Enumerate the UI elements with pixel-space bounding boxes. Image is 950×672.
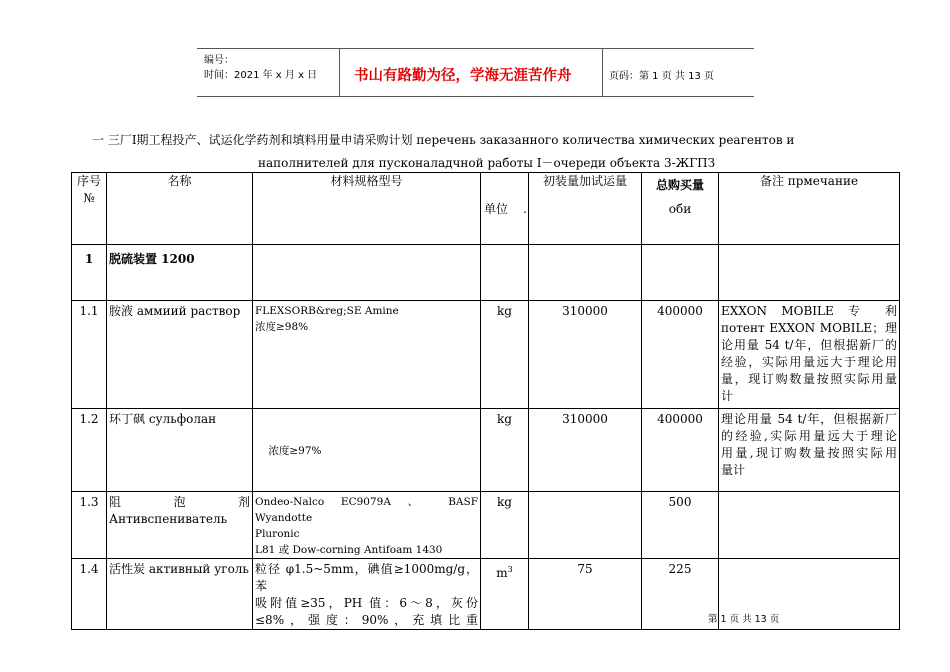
row-spec <box>253 301 481 409</box>
spec-line: 吸附值≥35，PH 值：6～8，灰份 <box>255 596 478 610</box>
row-unit <box>481 492 529 559</box>
header-divider-left <box>339 48 340 96</box>
row-unit-text: kg <box>497 304 512 318</box>
remark-line: EXXON MOBILE 专 利 <box>721 304 897 318</box>
header-bottom-rule <box>197 96 754 97</box>
header-seq-cn: 序号 <box>76 174 101 188</box>
header-top-rule <box>197 48 754 49</box>
row-name-line: Антивспениватель <box>109 512 228 526</box>
remark-line: потент EXXON MOBILE；理 <box>721 321 897 335</box>
row-seq <box>72 409 107 492</box>
row-initial-qty <box>529 492 642 559</box>
page-indicator: 页码：第 1 页 共 13 页 <box>609 71 714 82</box>
row-unit-text: m <box>496 566 508 580</box>
row-total-qty <box>642 301 719 409</box>
row-unit-superscript: 3 <box>507 565 513 574</box>
remark-line: 经验，实际用量远大于理论用 <box>721 355 897 369</box>
row-total-qty-text: 500 <box>668 495 692 509</box>
row-seq-text: 1.2 <box>79 412 99 426</box>
section-empty-cell <box>642 245 719 301</box>
section-empty-cell <box>481 245 529 301</box>
spec-line: Pluronic <box>255 528 300 540</box>
table-row <box>72 409 900 492</box>
spec-line: L81 或 Dow-corning Antifoam 1430 <box>255 544 443 556</box>
table-row <box>72 301 900 409</box>
table-row <box>72 492 900 559</box>
row-initial-qty <box>529 409 642 492</box>
header-initial-qty: 初装量加试运量 <box>529 173 642 245</box>
remark-line: 论用量 54 t/年，但根据新厂的 <box>721 338 897 352</box>
row-initial-qty-text <box>529 492 641 494</box>
row-name-text: 环丁砜 сульфолан <box>109 412 217 426</box>
section-row <box>72 245 900 301</box>
remark-line: 计 <box>721 389 734 403</box>
remark-line: 用量,现订购数量按照实际用 <box>721 446 897 460</box>
row-spec <box>253 492 481 559</box>
row-unit <box>481 409 529 492</box>
header-total-qty-ru: оби <box>668 202 692 216</box>
row-total-qty <box>642 559 719 630</box>
document-title-line-2: наполнителей для пусконаладчной работы Ⅰ－очереди объекта 3-ЖГПЗ <box>258 156 716 170</box>
header-name: 名称 <box>107 173 253 245</box>
row-name <box>107 409 253 492</box>
spec-line: 粒径 φ1.5~5mm，碘值≥1000mg/g，苯 <box>255 562 478 593</box>
row-seq-text: 1.4 <box>79 562 99 576</box>
document-date: 时间：2021 年 x 月 x 日 <box>204 70 318 81</box>
row-seq-text: 1.3 <box>79 495 99 509</box>
row-total-qty-text: 400000 <box>657 304 703 318</box>
header-seq <box>72 173 107 245</box>
row-remark <box>719 409 900 492</box>
row-spec <box>253 559 481 630</box>
header-remark: 备注 прмечание <box>719 173 900 245</box>
row-name-text: 活性炭 активный уголь <box>109 562 249 576</box>
page-footer: 第 1 页 共 13 页 <box>708 614 780 625</box>
row-name-text: 胺液 аммиий раствор <box>109 304 241 318</box>
section-seq <box>72 245 107 301</box>
remark-line: 理论用量 54 t/年，但根据新厂 <box>721 412 897 426</box>
section-empty-cell <box>719 245 900 301</box>
row-unit-text: kg <box>497 495 512 509</box>
row-seq <box>72 492 107 559</box>
row-seq-text: 1.1 <box>79 304 99 318</box>
spec-line: FLEXSORB&reg;SE Amine <box>255 305 399 317</box>
row-spec <box>253 409 481 492</box>
header-total-qty-cn: 总购买量 <box>655 178 704 192</box>
remark-line: 量计 <box>721 463 746 477</box>
spec-line: ≤8%，强度：90%，充填比重 <box>255 613 478 627</box>
row-seq <box>72 301 107 409</box>
row-remark <box>719 301 900 409</box>
row-initial-qty-text: 310000 <box>562 304 608 318</box>
row-unit-text: kg <box>497 412 512 426</box>
document-title-line-1: 一 三厂Ⅰ期工程投产、试运化学药剂和填料用量申请采购计划 перечень заказанного количества химических реагентов и <box>92 133 795 147</box>
remark-line: 的经验,实际用量远大于理论 <box>721 429 897 443</box>
row-unit <box>481 559 529 630</box>
header-spec: 材料规格型号 <box>253 173 481 245</box>
row-initial-qty <box>529 559 642 630</box>
row-total-qty-text: 400000 <box>657 412 703 426</box>
row-initial-qty-text: 75 <box>577 562 593 576</box>
row-total-qty <box>642 492 719 559</box>
header-total-qty <box>642 173 719 245</box>
section-name <box>107 245 253 301</box>
row-name <box>107 559 253 630</box>
spec-line: 浓度≥98% <box>255 321 309 333</box>
header-seq-no: № <box>83 191 95 205</box>
spec-line: Ondeo-Nalco EC9079A 、 BASF Wyandotte <box>255 496 478 524</box>
section-name-text: 脱硫装置 1200 <box>109 252 195 266</box>
header-unit <box>481 173 529 245</box>
remark-line: 量，现订购数量按照实际用量 <box>721 372 897 386</box>
row-total-qty-text: 225 <box>668 562 692 576</box>
row-seq <box>72 559 107 630</box>
row-name-line: 阻 泡 剂 <box>109 495 250 509</box>
header-unit-label: 单位 <box>484 202 509 216</box>
section-seq-text: 1 <box>84 252 94 266</box>
reagent-table <box>71 172 900 630</box>
header-motto: 书山有路勤为径，学海无涯苦作舟 <box>354 68 572 84</box>
section-empty-cell <box>529 245 642 301</box>
spec-line: 浓度≥97% <box>255 445 322 457</box>
section-empty-cell <box>253 245 481 301</box>
row-name <box>107 301 253 409</box>
header-divider-right <box>602 48 603 96</box>
table-header-row <box>72 173 900 245</box>
row-remark <box>719 492 900 559</box>
document-code-label: 编号： <box>204 55 234 66</box>
row-initial-qty-text: 310000 <box>562 412 608 426</box>
row-unit <box>481 301 529 409</box>
header-unit-dot: . <box>523 202 527 216</box>
row-initial-qty <box>529 301 642 409</box>
row-name <box>107 492 253 559</box>
row-total-qty <box>642 409 719 492</box>
